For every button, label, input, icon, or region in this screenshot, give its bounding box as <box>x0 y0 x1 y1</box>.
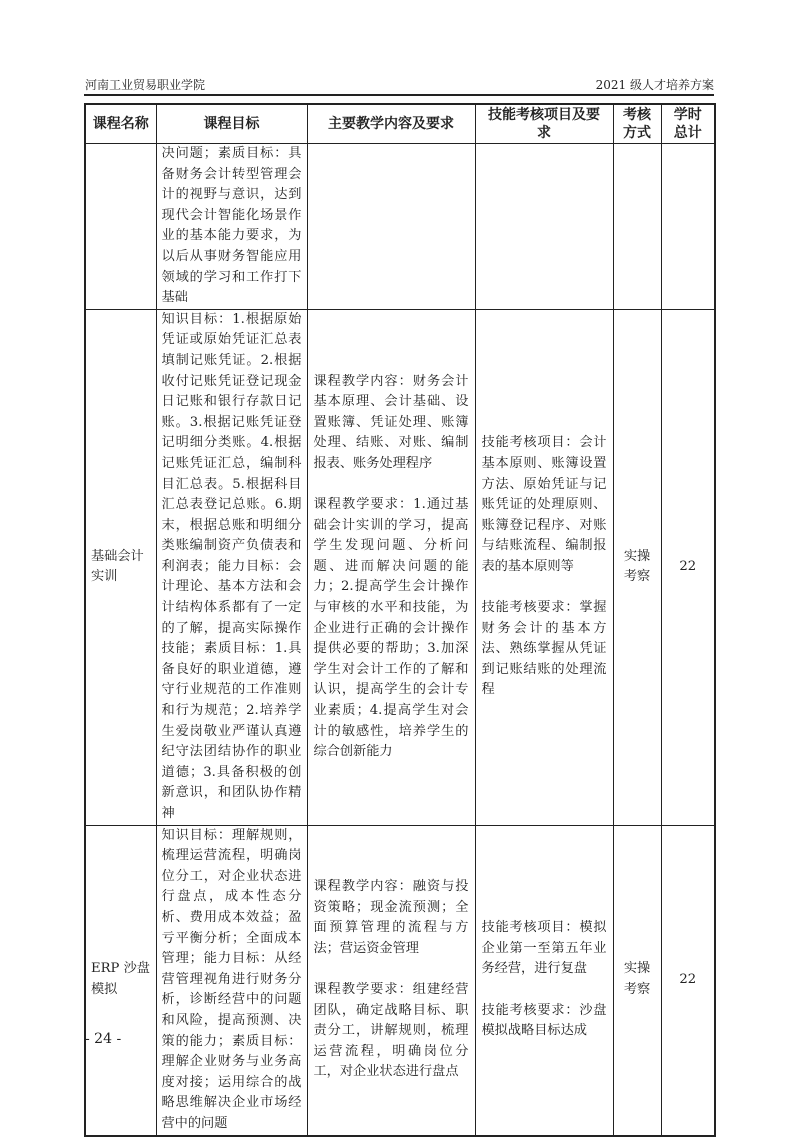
teaching-content-cell <box>307 144 475 310</box>
skill-paragraph: 技能考核要求：沙盘模拟战略目标达成 <box>481 1002 607 1039</box>
content-paragraph: 课程教学要求：1.通过基础会计实训的学习，提高学生发现问题、分析问题、进而解决问题的能力；2.提高学生会计操作与审核的水平和技能，为企业进行正确的会计操作提供必要的帮助；3.加深学生对会计工作的了解和认识，提高学生的会计专业素质；4.提高学生对会计的敏感性，培养学生的综合创新能力 <box>313 497 469 760</box>
course-table <box>84 103 716 1137</box>
assessment-method-cell: 实操考察 <box>613 825 661 1135</box>
table-row <box>85 144 715 310</box>
course-name-cell: 基础会计实训 <box>85 309 156 825</box>
skill-assessment-cell <box>475 144 613 310</box>
content-paragraph: 课程教学内容：融资与投资策略；现金流预测；全面预算管理的流程与方法；营运资金管理 <box>313 879 469 956</box>
course-name-cell <box>85 144 156 310</box>
col-header-name: 课程名称 <box>85 104 156 144</box>
teaching-content-cell <box>307 309 475 825</box>
col-header-content: 主要教学内容及要求 <box>307 104 475 144</box>
course-name-cell: ERP 沙盘模拟 <box>85 825 156 1135</box>
header-divider <box>84 94 714 96</box>
table-row <box>85 825 715 1135</box>
header-institution: 河南工业贸易职业学院 <box>85 78 206 92</box>
header-doc-title: 2021 级人才培养方案 <box>595 78 714 92</box>
assessment-method-cell: 实操考察 <box>613 309 661 825</box>
skill-paragraph: 技能考核项目：模拟企业第一至第五年业务经营，进行复盘 <box>481 920 607 977</box>
skill-assessment-cell <box>475 825 613 1135</box>
skill-assessment-cell <box>475 309 613 825</box>
assessment-method-cell <box>613 144 661 310</box>
content-paragraph: 课程教学内容：财务会计基本原理、会计基础、设置账簿、凭证处理、账簿处理、结账、对账、编制报表、账务处理程序 <box>313 373 469 471</box>
course-goal-cell: 决问题；素质目标：具备财务会计转型管理会计的视野与意识，达到现代会计智能化场景作业的基本能力要求，为以后从事财务智能应用领域的学习和工作打下基础 <box>156 144 307 310</box>
teaching-content-cell <box>307 825 475 1135</box>
col-header-skill: 技能考核项目及要求 <box>475 104 613 144</box>
col-header-goal: 课程目标 <box>156 104 307 144</box>
skill-paragraph: 技能考核要求：掌握财务会计的基本方法、熟练掌握从凭证到记账结账的处理流程 <box>481 600 607 698</box>
course-goal-cell: 知识目标：1.根据原始凭证或原始凭证汇总表填制记账凭证。2.根据收付记账凭证登记现金日记账和银行存款日记账。3.根据记账凭证登记明细分类账。4.根据记账凭证汇总，编制科目汇总表。5.根据科目汇总表登记总账。6.期末，根据总账和明细分类账编制资产负债表和利润表；能力目标：会计理论、基本方法和会计结构体系都有了一定的了解，提高实际操作技能；素质目标：1.具备良好的职业道德，遵守行业规范的工作准则和行为规范；2.培养学生爱岗敬业严谨认真遵纪守法团结协作的职业道德；3.具备积极的创新意识，和团队协作精神 <box>156 309 307 825</box>
total-hours-cell: 22 <box>661 825 715 1135</box>
content-paragraph: 课程教学要求：组建经营团队，确定战略目标、职责分工，讲解规则，梳理运营流程，明确岗位分工，对企业状态进行盘点 <box>313 982 469 1080</box>
course-goal-cell: 知识目标：理解规则，梳理运营流程，明确岗位分工，对企业状态进行盘点，成本性态分析、费用成本效益；盈亏平衡分析；全面成本管理；能力目标：从经营管理视角进行财务分析，诊断经营中的问题和风险，提高预测、决策的能力；素质目标：理解企业财务与业务高度对接；运用综合的战略思维解决企业市场经营中的问题 <box>156 825 307 1135</box>
col-header-method: 考核方式 <box>613 104 661 144</box>
page-number: - 24 - <box>85 1031 122 1047</box>
skill-paragraph: 技能考核项目：会计基本原则、账簿设置方法、原始凭证与记账凭证的处理原则、账簿登记程序、对账与结账流程、编制报表的基本原则等 <box>481 435 607 574</box>
total-hours-cell: 22 <box>661 309 715 825</box>
total-hours-cell <box>661 144 715 310</box>
table-row <box>85 309 715 825</box>
table-header-row <box>85 104 715 144</box>
col-header-hours: 学时总计 <box>661 104 715 144</box>
